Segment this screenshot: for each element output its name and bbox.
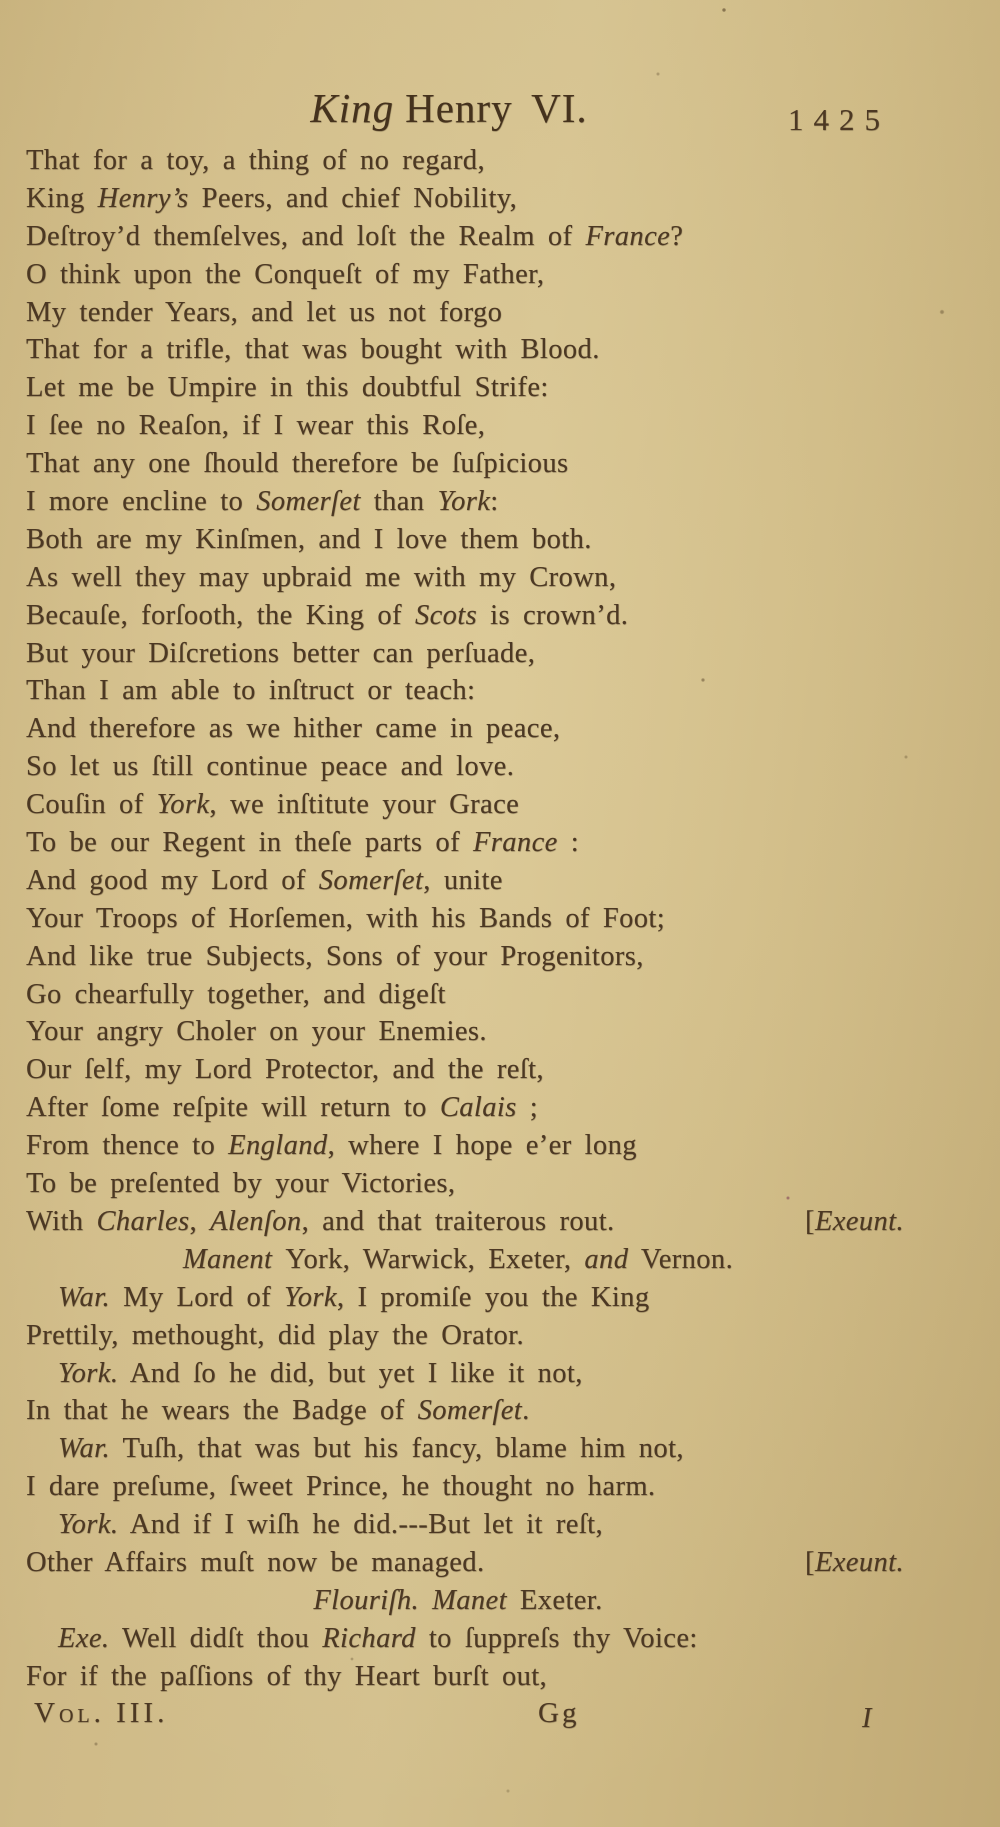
- roman-text: is crown’d.: [477, 599, 629, 631]
- italic-text: Exe.: [58, 1622, 110, 1654]
- italic-text: Scots: [414, 599, 478, 631]
- roman-text: In that he wears the Badge of: [26, 1395, 418, 1427]
- italic-text: Alenſon: [210, 1205, 302, 1237]
- text-line: [26, 1241, 904, 1279]
- text-line: [26, 1392, 904, 1430]
- text-line: [26, 862, 904, 900]
- text-line: [26, 635, 904, 673]
- text-line: [26, 1544, 904, 1582]
- roman-text: My tender Years, and let us not forgo: [26, 296, 503, 328]
- roman-text: That for a trifle, that was bought with Blood.: [26, 334, 600, 366]
- roman-text: than: [360, 486, 438, 518]
- italic-text: Flouriſh. Manet: [313, 1584, 507, 1616]
- italic-text: England: [228, 1130, 328, 1162]
- text-line: [26, 597, 904, 635]
- roman-text: Your angry Choler on your Enemies.: [26, 1016, 487, 1048]
- stage-exit-direction: [805, 1544, 904, 1582]
- roman-text: ;: [516, 1092, 539, 1124]
- text-line: [26, 1430, 904, 1468]
- roman-text: Vernon.: [628, 1243, 734, 1275]
- roman-text: Go chearfully together, and digeſt: [26, 978, 446, 1010]
- roman-text: Both are my Kinſmen, and I love them both.: [26, 523, 592, 555]
- roman-text: And ſo he did, but yet I like it not,: [118, 1357, 583, 1389]
- italic-text: Manent: [182, 1243, 286, 1275]
- roman-text: York, Warwick, Exeter,: [285, 1243, 585, 1275]
- text-line: [26, 1203, 904, 1241]
- roman-text: Other Affairs muſt now be managed.: [26, 1546, 485, 1578]
- italic-text: Somerſet: [318, 864, 424, 896]
- text-line: [26, 1279, 904, 1317]
- italic-text: and: [584, 1243, 629, 1275]
- roman-text: As well they may upbraid me with my Crown,: [26, 561, 617, 593]
- text-line: [26, 256, 904, 294]
- roman-text: And like true Subjects, Sons of your Progenitors,: [26, 940, 644, 972]
- signature-mark: Gg: [538, 1697, 580, 1729]
- text-line: [26, 786, 904, 824]
- title-word-henry: Henry VI.: [405, 85, 588, 131]
- roman-text: Peers, and chief Nobility,: [201, 182, 518, 214]
- text-line: [26, 900, 904, 938]
- title-word-king: King: [310, 85, 395, 131]
- roman-text: [: [805, 1205, 815, 1237]
- italic-text: York: [437, 486, 491, 518]
- roman-text: From thence to: [26, 1130, 229, 1162]
- roman-text: Couſin of: [26, 789, 157, 821]
- catchword: I: [862, 1703, 872, 1734]
- text-line: [26, 672, 904, 710]
- roman-text: And good my Lord of: [26, 864, 319, 896]
- page-footer: [26, 1697, 902, 1757]
- roman-text: ?: [670, 220, 684, 252]
- stage-exit-direction: [805, 1203, 904, 1241]
- text-line: [26, 1506, 904, 1544]
- page-number: 1425: [788, 102, 890, 137]
- roman-text: I ſee no Reaſon, if I wear this Roſe,: [26, 410, 486, 442]
- roman-text: O think upon the Conqueſt of my Father,: [26, 258, 545, 290]
- page-title: [26, 84, 902, 132]
- roman-text: And if I wiſh he did.---But let it reſt,: [118, 1509, 603, 1541]
- text-line: [26, 1127, 904, 1165]
- italic-text: War.: [58, 1433, 111, 1465]
- italic-text: Calais: [439, 1092, 517, 1124]
- roman-text: So let us ſtill continue peace and love.: [26, 751, 515, 783]
- roman-text: ,: [189, 1205, 211, 1237]
- text-line: [26, 1089, 904, 1127]
- italic-text: France: [472, 827, 558, 859]
- roman-text: [: [805, 1546, 815, 1578]
- roman-text: To be preſented by your Victories,: [26, 1168, 456, 1200]
- roman-text: And therefore as we hither came in peace,: [26, 713, 561, 745]
- text-line: [26, 938, 904, 976]
- italic-text: War.: [58, 1281, 111, 1313]
- roman-text: Becauſe, forſooth, the King of: [26, 599, 415, 631]
- roman-text: :: [490, 486, 499, 518]
- roman-text: , and that traiterous rout.: [301, 1205, 615, 1237]
- italic-text: Somerſet: [256, 486, 361, 518]
- text-line: [26, 1051, 904, 1089]
- roman-text: Tuſh, that was but his fancy, blame him not,: [110, 1433, 684, 1465]
- text-block: [26, 142, 904, 1696]
- italic-text: Somerſet: [417, 1395, 523, 1427]
- italic-text: Richard: [322, 1622, 416, 1654]
- text-line: [26, 1658, 904, 1696]
- roman-text: Than I am able to inſtruct or teach:: [26, 675, 476, 707]
- italic-text: Exeunt.: [814, 1546, 904, 1578]
- text-line: [26, 824, 904, 862]
- text-line: [26, 976, 904, 1014]
- text-line: [26, 1582, 904, 1620]
- roman-text: My Lord of: [110, 1281, 285, 1313]
- roman-text: , where I hope e’er long: [327, 1130, 637, 1162]
- text-line: [26, 407, 904, 445]
- roman-text: Exeter.: [506, 1584, 603, 1616]
- text-line: [26, 559, 904, 597]
- italic-text: Henry’s: [97, 182, 202, 214]
- text-line: [26, 218, 904, 256]
- volume-label: Vol. III.: [34, 1697, 169, 1729]
- roman-text: King: [26, 182, 98, 214]
- italic-text: Exeunt.: [814, 1205, 904, 1237]
- roman-text: :: [557, 827, 580, 859]
- text-line: [26, 521, 904, 559]
- text-line: [26, 1165, 904, 1203]
- roman-text: I dare preſume, ſweet Prince, he thought no harm.: [26, 1471, 656, 1503]
- roman-text: Your Troops of Horſemen, with his Bands of Foot;: [26, 902, 666, 934]
- roman-text: Let me be Umpire in this doubtful Strife:: [26, 372, 549, 404]
- text-line: [26, 331, 904, 369]
- roman-text: I more encline to: [26, 486, 257, 518]
- roman-text: After ſome reſpite will return to: [26, 1092, 440, 1124]
- text-line: [26, 1355, 904, 1393]
- roman-text: Well didſt thou: [109, 1622, 323, 1654]
- italic-text: York: [156, 789, 210, 821]
- running-header: [26, 84, 902, 137]
- text-line: [26, 369, 904, 407]
- text-line: [26, 483, 904, 521]
- italic-text: Charles: [96, 1205, 190, 1237]
- roman-text: Our ſelf, my Lord Protector, and the reſt,: [26, 1054, 544, 1086]
- roman-text: , unite: [423, 864, 503, 896]
- text-line: [26, 1317, 904, 1355]
- text-line: [26, 180, 904, 218]
- roman-text: to ſuppreſs thy Voice:: [415, 1622, 698, 1654]
- italic-text: York.: [58, 1357, 119, 1389]
- text-line: [26, 1013, 904, 1051]
- roman-text: , I promiſe you the King: [336, 1281, 650, 1313]
- roman-text: Deſtroy’d themſelves, and loſt the Realm of: [26, 220, 586, 252]
- roman-text: But your Diſcretions better can perſuade,: [26, 637, 536, 669]
- roman-text: Prettily, methought, did play the Orator.: [26, 1319, 524, 1351]
- italic-text: York.: [58, 1509, 119, 1541]
- italic-text: France: [585, 220, 671, 252]
- roman-text: .: [522, 1395, 530, 1427]
- text-line: [26, 1468, 904, 1506]
- roman-text: That any one ſhould therefore be ſuſpicious: [26, 448, 569, 480]
- text-line: [26, 142, 904, 180]
- text-line: [26, 748, 904, 786]
- text-line: [26, 1620, 904, 1658]
- roman-text: To be our Regent in theſe parts of: [26, 827, 473, 859]
- italic-text: York: [284, 1281, 337, 1313]
- text-line: [26, 710, 904, 748]
- roman-text: With: [26, 1205, 97, 1237]
- text-line: [26, 445, 904, 483]
- roman-text: For if the paſſions of thy Heart burſt out,: [26, 1660, 548, 1692]
- text-line: [26, 294, 904, 332]
- roman-text: , we inſtitute your Grace: [209, 789, 520, 821]
- roman-text: That for a toy, a thing of no regard,: [26, 145, 485, 176]
